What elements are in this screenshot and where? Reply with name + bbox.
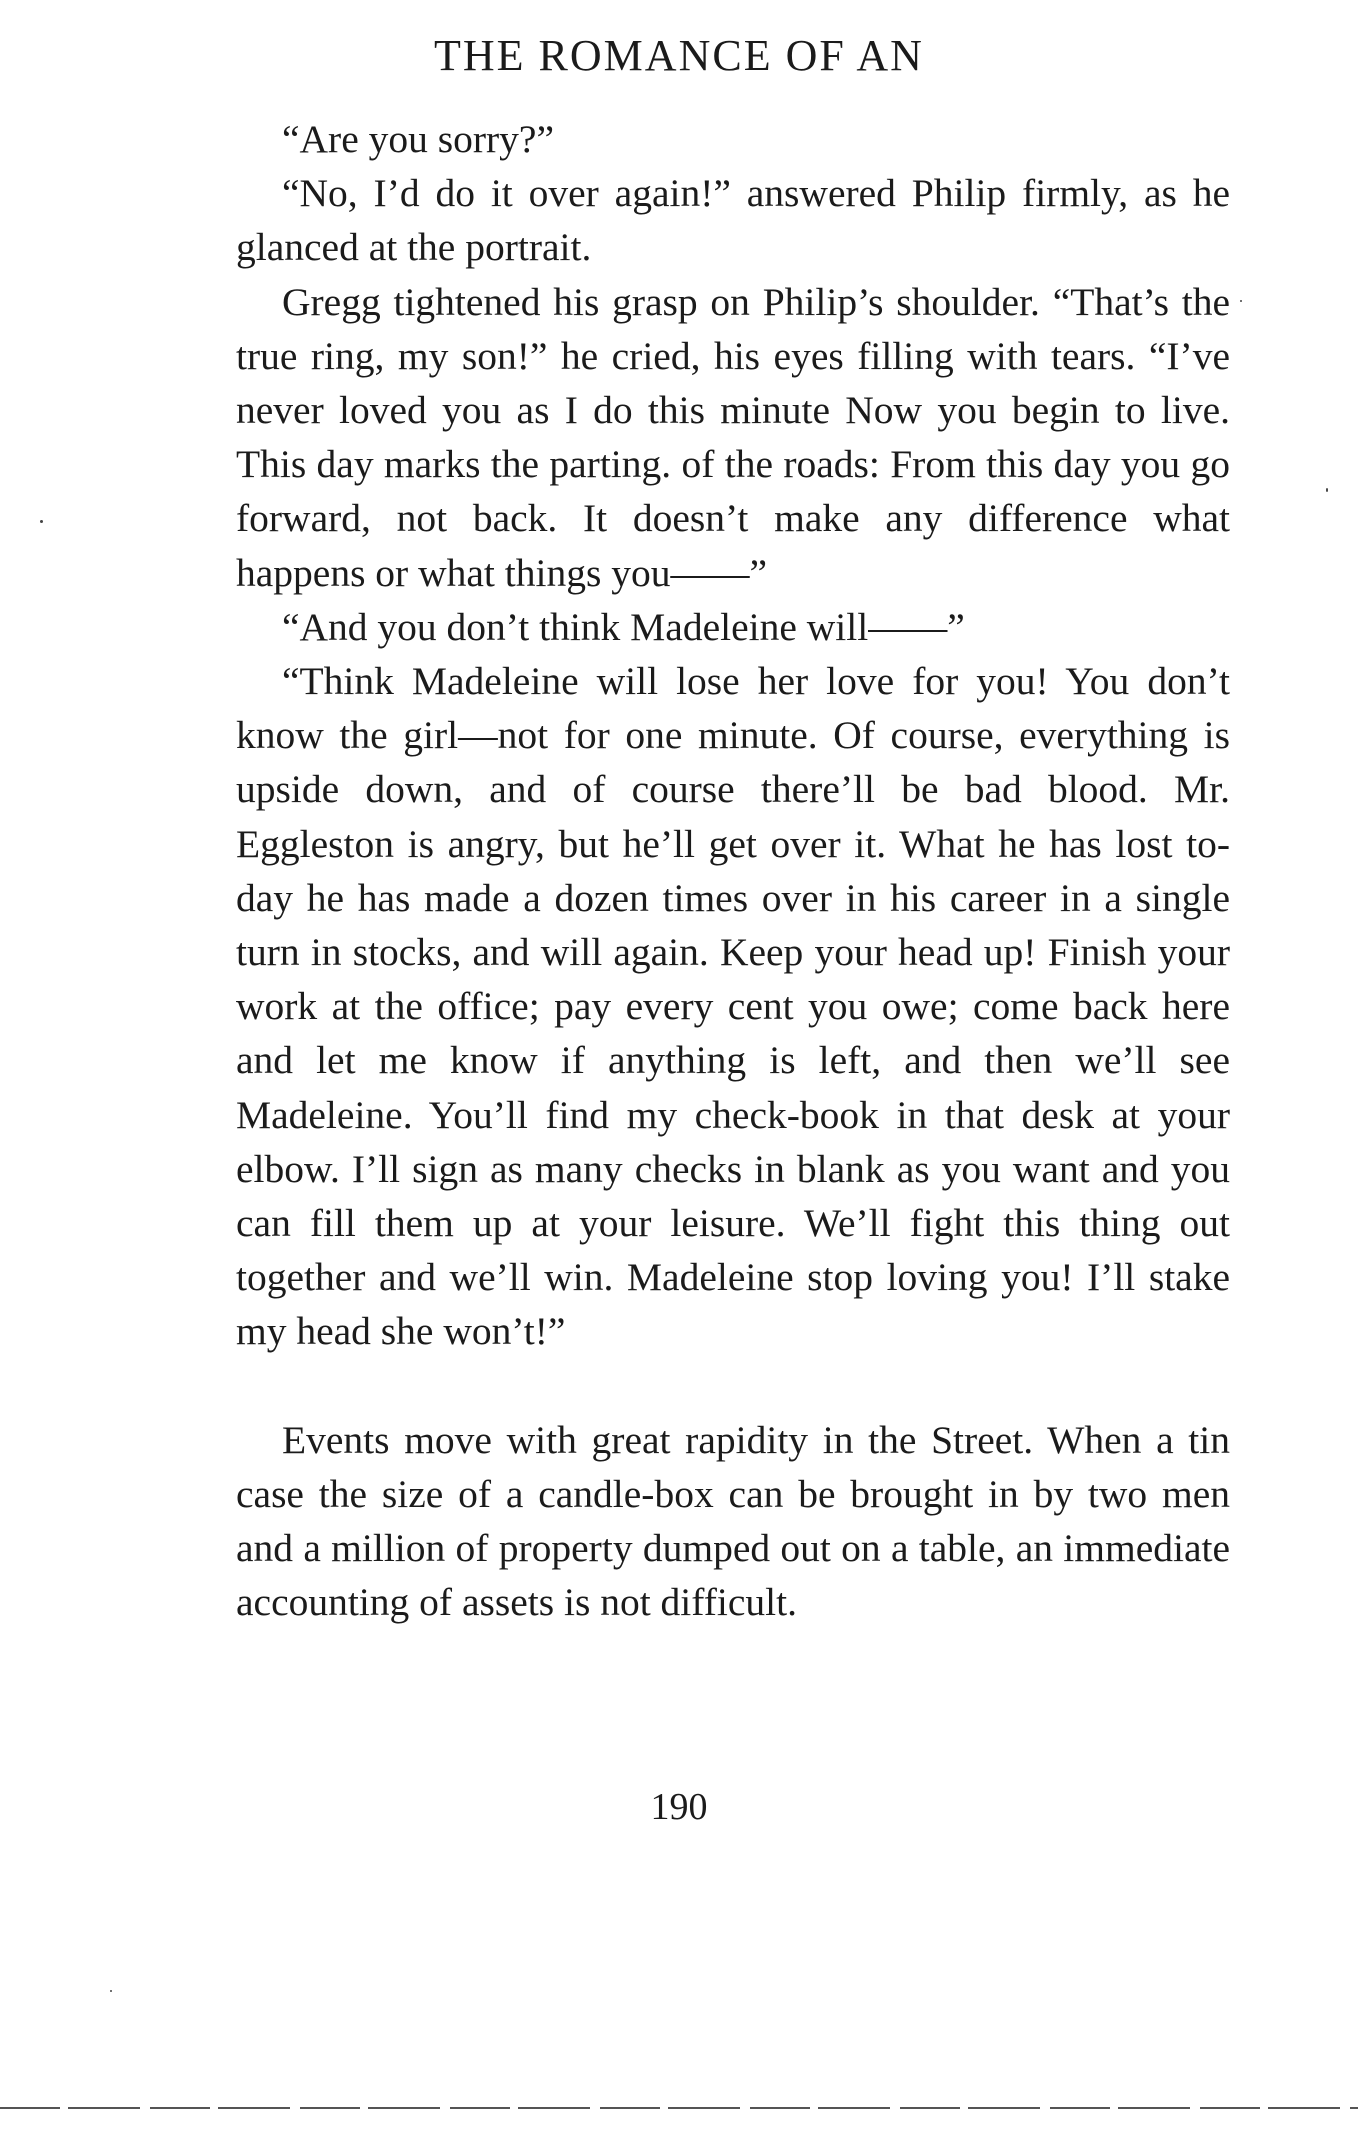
page-bottom-edge <box>0 2107 1358 2109</box>
paragraph-1: “Are you sorry?” <box>282 117 554 161</box>
paragraph-4: “And you don’t think Madeleine will——” <box>282 604 965 649</box>
speck <box>110 1990 112 1992</box>
paragraph-2: “No, I’d do it over again!” answered Philip firmly, as he glanced at the portrait. <box>236 171 1230 270</box>
running-head: THE ROMANCE OF AN <box>434 31 924 80</box>
paragraph-3: Gregg tightened his grasp on Philip’s shoulder. “That’s the true ring, my son!” he cried, his eyes filling with tears. “I’ve never loved you as I do this minute Now you begin to live. This day marks the parting. of the roads: From this day you go forward, not back. It doesn’t make any difference what happens or what things you——” <box>236 279 1230 595</box>
speck <box>1326 488 1328 492</box>
body-text <box>236 112 1230 1629</box>
page-number: 190 <box>650 1786 708 1828</box>
speck <box>40 520 43 523</box>
paragraph-6: Events move with great rapidity in the Street. When a tin case the size of a candle-box can be brought in by two men and a million of property dumped out on a table, an immediate accounting of assets is not difficult. <box>236 1417 1230 1625</box>
speck <box>1240 300 1242 302</box>
section-break <box>236 1359 1230 1413</box>
paragraph-5: “Think Madeleine will lose her love for you! You don’t know the girl—not for one minute. Of course, everything is upside down, and of course there’ll be bad blood. Mr. Eggleston is angry, but he’ll get over it. What he has lost to-day he has made a dozen times over in his career in a single turn in stocks, and will again. Keep your head up! Finish your work at the office; pay every cent you owe; come back here and let me know if anything is left, and then we’ll see Madeleine. You’ll find my check-book in that desk at your elbow. I’ll sign as many checks in blank as you want and you can fill them up at your leisure. We’ll fight this thing out together and we’ll win. Madeleine stop loving you! I’ll stake my head she won’t!” <box>236 659 1230 1354</box>
